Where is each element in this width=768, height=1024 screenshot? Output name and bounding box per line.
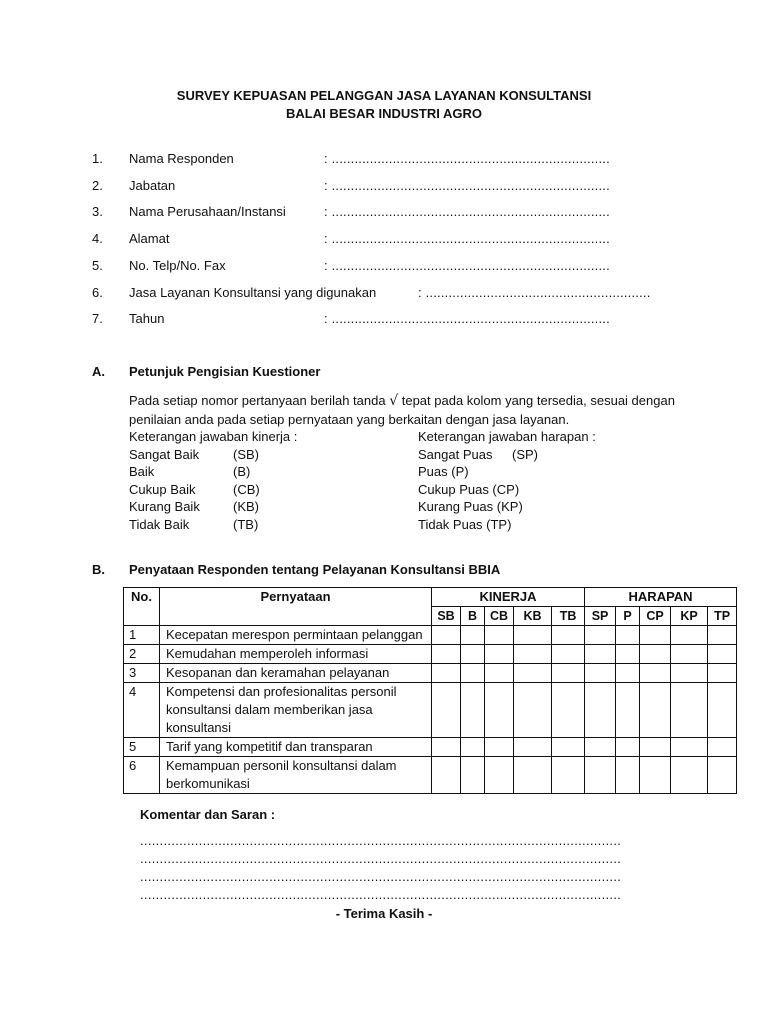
nama-perusahaan-input[interactable]: : ......................................................................... [324,204,610,219]
legend-code: (CB) [233,481,260,497]
rating-cell-cb[interactable] [485,683,514,738]
rating-cell-b[interactable] [461,645,485,664]
instruction-paragraph [129,392,689,428]
telp-fax-input[interactable]: : ......................................................................... [324,258,610,273]
field-label: Tahun [129,311,165,326]
section-b-letter: B. [92,562,105,577]
field-number: 6. [92,285,103,300]
field-nama-responden [92,151,692,169]
rating-cell-p[interactable] [616,757,640,794]
document-title: SURVEY KEPUASAN PELANGGAN JASA LAYANAN KONSULTANSI [176,88,592,103]
section-a-title: Petunjuk Pengisian Kuestioner [129,364,321,379]
instruction-text-continued: tepat pada kolom yang tersedia, sesuai dengan penilaian anda pada setiap pernyataan yang berkaitan dengan jasa layanan. [129,393,675,427]
row-statement: Kesopanan dan keramahan pelayanan [160,664,432,683]
row-number: 6 [124,757,160,794]
field-label: Jasa Layanan Konsultansi yang digunakan [129,285,377,300]
row-statement: Tarif yang kompetitif dan transparan [160,738,432,757]
comment-line-3[interactable]: ........................................................................................................................... [140,869,622,884]
rating-cell-kp[interactable] [671,738,708,757]
rating-cell-tp[interactable] [708,645,737,664]
rating-cell-cb[interactable] [485,626,514,645]
rating-cell-sp[interactable] [585,626,616,645]
legend-item [129,481,389,499]
rating-cell-b[interactable] [461,626,485,645]
row-number: 1 [124,626,160,645]
rating-cell-sb[interactable] [432,738,461,757]
legend-code: (B) [233,464,251,479]
rating-cell-kb[interactable] [514,664,552,683]
rating-cell-cb[interactable] [485,757,514,794]
document-subtitle: BALAI BESAR INDUSTRI AGRO [286,106,482,121]
column-header-sb: SB [432,607,461,626]
column-header-kp: KP [671,607,708,626]
rating-cell-kp[interactable] [671,626,708,645]
kinerja-legend-heading: Keterangan jawaban kinerja : [129,429,298,444]
field-number: 7. [92,311,103,326]
legend-label: Cukup Baik [129,481,196,497]
row-number: 5 [124,738,160,757]
rating-cell-cp[interactable] [640,645,671,664]
column-header-no: No. [124,588,160,626]
rating-cell-b[interactable] [461,664,485,683]
legend-item [418,446,678,464]
rating-cell-sp[interactable] [585,664,616,683]
rating-cell-cp[interactable] [640,683,671,738]
rating-cell-cp[interactable] [640,626,671,645]
rating-cell-tp[interactable] [708,626,737,645]
field-label: Nama Perusahaan/Instansi [129,204,286,219]
rating-cell-b[interactable] [461,757,485,794]
rating-cell-b[interactable] [461,738,485,757]
table-row [124,664,737,683]
rating-cell-sb[interactable] [432,664,461,683]
rating-cell-tb[interactable] [552,683,585,738]
legend-label: Tidak Puas (TP) [418,516,512,532]
rating-cell-sb[interactable] [432,757,461,794]
field-number: 1. [92,151,103,166]
legend-label: Sangat Baik [129,446,200,462]
legend-code: (TB) [233,516,259,532]
harapan-legend [418,428,678,533]
table-row [124,645,737,664]
section-b-title: Penyataan Responden tentang Pelayanan Konsultansi BBIA [129,562,501,577]
rating-cell-sb[interactable] [432,683,461,738]
field-number: 3. [92,204,103,219]
rating-cell-sp[interactable] [585,738,616,757]
rating-cell-kb[interactable] [514,683,552,738]
rating-cell-sp[interactable] [585,683,616,738]
field-telp-fax [92,258,692,276]
column-header-kb: KB [514,607,552,626]
legend-label: Kurang Puas (KP) [418,499,523,514]
column-header-b: B [461,607,485,626]
field-label: Alamat [129,231,170,246]
legend-item [129,516,389,534]
field-number: 5. [92,258,103,273]
harapan-group-header: HARAPAN [585,588,737,607]
rating-cell-p[interactable] [616,645,640,664]
table-row [124,757,737,794]
table-row [124,738,737,757]
rating-cell-tp[interactable] [708,757,737,794]
rating-cell-tp[interactable] [708,683,737,738]
rating-cell-cp[interactable] [640,738,671,757]
rating-cell-tb[interactable] [552,757,585,794]
field-label: No. Telp/No. Fax [129,258,226,273]
survey-table [123,587,737,794]
rating-cell-p[interactable] [616,683,640,738]
rating-cell-kp[interactable] [671,683,708,738]
row-statement: Kecepatan merespon permintaan pelanggan [160,626,432,645]
rating-cell-kp[interactable] [671,757,708,794]
field-tahun [92,311,692,329]
rating-cell-cp[interactable] [640,757,671,794]
rating-cell-sb[interactable] [432,645,461,664]
kinerja-group-header: KINERJA [432,588,585,607]
rating-cell-kb[interactable] [514,626,552,645]
rating-cell-tb[interactable] [552,738,585,757]
legend-label: Sangat Puas [418,446,493,462]
legend-label: Cukup Puas (CP) [418,481,520,497]
legend-code: (SB) [233,446,259,462]
instruction-text: Pada setiap nomor pertanyaan berilah tanda [129,393,390,408]
column-header-tp: TP [708,607,737,626]
field-jabatan [92,178,692,196]
column-header-cp: CP [640,607,671,626]
field-number: 2. [92,178,103,193]
field-label: Jabatan [129,178,176,193]
rating-cell-tp[interactable] [708,664,737,683]
rating-cell-kp[interactable] [671,664,708,683]
checkmark-icon: √ [389,393,399,409]
row-number: 3 [124,664,160,683]
rating-cell-sp[interactable] [585,757,616,794]
column-header-p: P [616,607,640,626]
comment-line-2[interactable]: ........................................................................................................................... [140,851,622,866]
rating-cell-tb[interactable] [552,626,585,645]
rating-cell-p[interactable] [616,738,640,757]
field-jasa-layanan [92,285,692,303]
rating-cell-cb[interactable] [485,738,514,757]
kinerja-legend [129,428,389,533]
legend-item [418,516,678,534]
tahun-input[interactable]: : ......................................................................... [324,311,610,326]
legend-label: Baik [129,464,155,479]
column-header-tb: TB [552,607,585,626]
rating-cell-cb[interactable] [485,645,514,664]
rating-cell-kb[interactable] [514,645,552,664]
jabatan-input[interactable]: : ......................................................................... [324,178,610,193]
legend-code: (KB) [233,499,259,514]
row-number: 4 [124,683,160,738]
rating-cell-p[interactable] [616,664,640,683]
rating-cell-cb[interactable] [485,664,514,683]
legend-code: (SP) [512,446,538,462]
comments-title: Komentar dan Saran : [140,807,276,822]
rating-cell-tp[interactable] [708,738,737,757]
rating-cell-b[interactable] [461,683,485,738]
column-header-statement: Pernyataan [160,588,432,626]
field-nama-perusahaan [92,204,692,222]
rating-cell-sb[interactable] [432,626,461,645]
column-header-cb: CB [485,607,514,626]
nama-responden-input[interactable]: : ......................................................................... [324,151,610,166]
rating-cell-p[interactable] [616,626,640,645]
legend-label: Kurang Baik [129,499,200,514]
rating-cell-tb[interactable] [552,645,585,664]
legend-item [129,446,389,464]
row-statement: Kemudahan memperoleh informasi [160,645,432,664]
rating-cell-tb[interactable] [552,664,585,683]
rating-cell-cp[interactable] [640,664,671,683]
harapan-legend-heading: Keterangan jawaban harapan : [418,429,596,444]
legend-label: Tidak Baik [129,516,190,532]
field-label: Nama Responden [129,151,234,166]
table-row [124,626,737,645]
comment-line-4[interactable]: ........................................................................................................................... [140,887,622,902]
legend-label: Puas (P) [418,464,469,479]
comment-line-1[interactable]: ........................................................................................................................... [140,833,622,848]
field-number: 4. [92,231,103,246]
rating-cell-sp[interactable] [585,645,616,664]
rating-cell-kb[interactable] [514,738,552,757]
section-a-letter: A. [92,364,105,379]
jasa-layanan-input[interactable]: : ........................................................... [418,285,651,300]
column-header-sp: SP [585,607,616,626]
table-row [124,683,737,738]
legend-item [129,463,389,481]
closing-thanks: - Terima Kasih - [335,906,433,921]
rating-cell-kp[interactable] [671,645,708,664]
legend-item [129,498,389,516]
row-statement: Kompetensi dan profesionalitas personil konsultansi dalam memberikan jasa konsultansi [160,683,432,738]
legend-item [418,481,678,499]
legend-item [418,498,678,516]
row-number: 2 [124,645,160,664]
row-statement: Kemampuan personil konsultansi dalam berkomunikasi [160,757,432,794]
legend-item [418,463,678,481]
field-alamat [92,231,692,249]
rating-cell-kb[interactable] [514,757,552,794]
alamat-input[interactable]: : ......................................................................... [324,231,610,246]
